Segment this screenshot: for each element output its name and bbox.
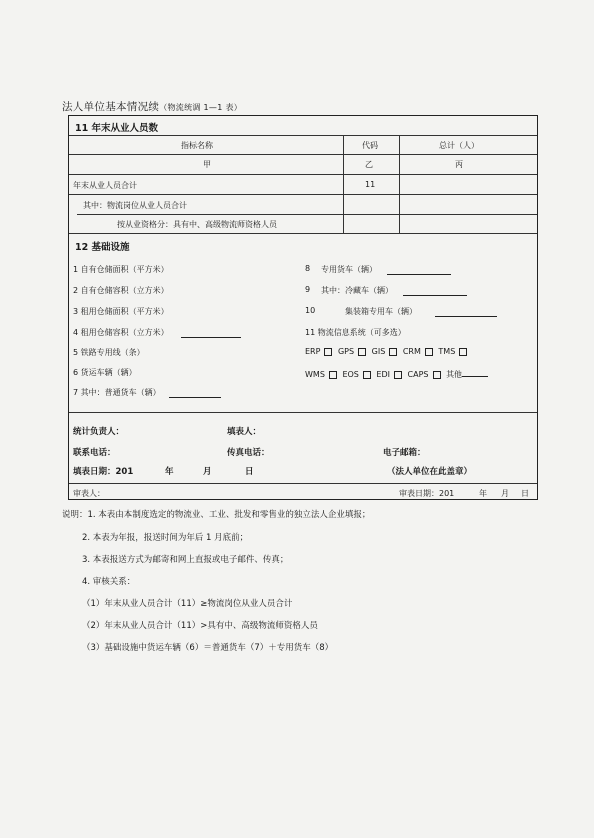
item-9-input-line[interactable] <box>403 286 467 296</box>
system-label-tms: TMS <box>438 347 456 356</box>
item-10-input-line[interactable] <box>435 307 497 317</box>
row-label-logistics-staff: 其中：物流岗位从业人员合计 <box>83 201 187 210</box>
seal-note: （法人单位在此盖章） <box>387 467 473 477</box>
note-line: （2）年末从业人员合计（11）>具有中、高级物流师资格人员 <box>82 621 318 631</box>
divider <box>69 412 537 413</box>
review-date-month: 月 <box>501 489 509 498</box>
stat-head-label: 统计负责人： <box>73 427 125 437</box>
divider <box>69 194 537 195</box>
reviewer-label: 审表人： <box>73 489 105 498</box>
column-letter-total: 丙 <box>455 160 463 169</box>
item-6-label: 6 货运车辆（辆） <box>73 368 137 377</box>
checkbox-erp[interactable] <box>324 348 332 356</box>
column-header-code: 代码 <box>362 141 378 150</box>
item-4-input-line[interactable] <box>181 328 241 338</box>
system-label-gps: GPS <box>337 347 355 356</box>
section-12-heading: 12 基础设施 <box>75 242 130 253</box>
contact-phone-label: 联系电话： <box>73 448 116 458</box>
review-date-year: 年 <box>479 489 487 498</box>
note-line: 3. 本表报送方式为邮寄和网上直报或电子邮件、传真； <box>82 555 289 565</box>
fill-date-day: 日 <box>245 467 254 477</box>
item-9-label: 其中：冷藏车（辆） <box>321 286 393 295</box>
system-label-eos: EOS <box>342 370 359 379</box>
divider <box>69 135 537 136</box>
item-8-number: 8 <box>305 264 311 273</box>
checkbox-tms[interactable] <box>459 348 467 356</box>
checkbox-wms[interactable] <box>329 371 337 379</box>
section-11-heading: 11 年末从业人员数 <box>75 123 159 134</box>
form-title-main: 法人单位基本情况续 <box>62 101 160 113</box>
item-9-number: 9 <box>305 285 311 294</box>
systems-row-1 <box>305 347 470 356</box>
system-label-wms: WMS <box>305 370 325 379</box>
row-code-total-staff: 11 <box>365 180 376 189</box>
divider <box>77 214 537 215</box>
item-7-input-line[interactable] <box>169 388 221 398</box>
note-line: 说明：1. 本表由本制度选定的物流业、工业、批发和零售业的独立法人企业填报； <box>62 510 371 520</box>
divider <box>69 174 537 175</box>
item-11-label: 11 物流信息系统（可多选） <box>305 328 406 337</box>
checkbox-eos[interactable] <box>363 371 371 379</box>
fill-date-year: 年 <box>165 467 174 477</box>
system-label-edi: EDI <box>376 370 390 379</box>
item-10-number: 10 <box>305 306 316 315</box>
column-letter-code: 乙 <box>365 160 373 169</box>
column-divider <box>343 135 344 233</box>
divider <box>69 233 537 234</box>
checkbox-edi[interactable] <box>394 371 402 379</box>
qualified-staff-value-cell[interactable] <box>403 216 533 232</box>
form-frame <box>68 115 538 500</box>
email-label: 电子邮箱： <box>383 448 426 458</box>
system-label-other: 其他 <box>446 370 463 379</box>
system-label-erp: ERP <box>305 347 321 356</box>
checkbox-caps[interactable] <box>433 371 441 379</box>
divider <box>69 154 537 155</box>
column-header-name: 指标名称 <box>181 141 213 150</box>
row-label-total-staff: 年末从业人员合计 <box>73 181 137 190</box>
systems-row-2 <box>305 367 488 380</box>
item-3-label: 3 租用仓储面积（平方米） <box>73 307 169 316</box>
fill-date-label: 填表日期：201 <box>73 467 134 477</box>
review-date-label: 审表日期：201 <box>399 489 455 498</box>
filler-label: 填表人： <box>227 427 262 437</box>
review-date-day: 日 <box>521 489 529 498</box>
other-system-input-line[interactable] <box>462 367 488 377</box>
fill-date-month: 月 <box>203 467 212 477</box>
item-7-label: 7 其中：普通货车（辆） <box>73 388 161 397</box>
item-2-label: 2 自有仓储容积（立方米） <box>73 286 169 295</box>
fax-label: 传真电话： <box>227 448 270 458</box>
item-8-label: 专用货车（辆） <box>321 265 377 274</box>
checkbox-gis[interactable] <box>389 348 397 356</box>
checkbox-crm[interactable] <box>425 348 433 356</box>
system-label-crm: CRM <box>402 347 421 356</box>
note-line: 2. 本表为年报，报送时间为年后 1 月底前； <box>82 533 249 543</box>
column-letter-name: 甲 <box>203 160 211 169</box>
form-title <box>62 99 242 114</box>
item-4-label: 4 租用仓储容积（立方米） <box>73 328 169 337</box>
total-staff-value-cell[interactable] <box>403 176 533 192</box>
item-5-label: 5 铁路专用线（条） <box>73 348 145 357</box>
system-label-gis: GIS <box>371 347 386 356</box>
system-label-caps: CAPS <box>407 370 429 379</box>
checkbox-gps[interactable] <box>358 348 366 356</box>
logistics-staff-value-cell[interactable] <box>403 196 533 212</box>
item-8-input-line[interactable] <box>387 265 451 275</box>
column-header-total: 总计（人） <box>439 141 479 150</box>
divider <box>69 483 537 484</box>
item-10-label: 集装箱专用车（辆） <box>345 307 417 316</box>
note-line: 4. 审核关系： <box>82 577 136 587</box>
column-divider <box>399 135 400 233</box>
note-line: （3）基础设施中货运车辆（6）＝普通货车（7）＋专用货车（8） <box>82 643 334 653</box>
form-title-code: （物流统调 1—1 表） <box>159 103 243 112</box>
note-line: （1）年末从业人员合计（11）≥物流岗位从业人员合计 <box>82 599 293 609</box>
row-label-qualified-staff: 按从业资格分：具有中、高级物流师资格人员 <box>117 220 277 229</box>
item-1-label: 1 自有仓储面积（平方米） <box>73 265 169 274</box>
